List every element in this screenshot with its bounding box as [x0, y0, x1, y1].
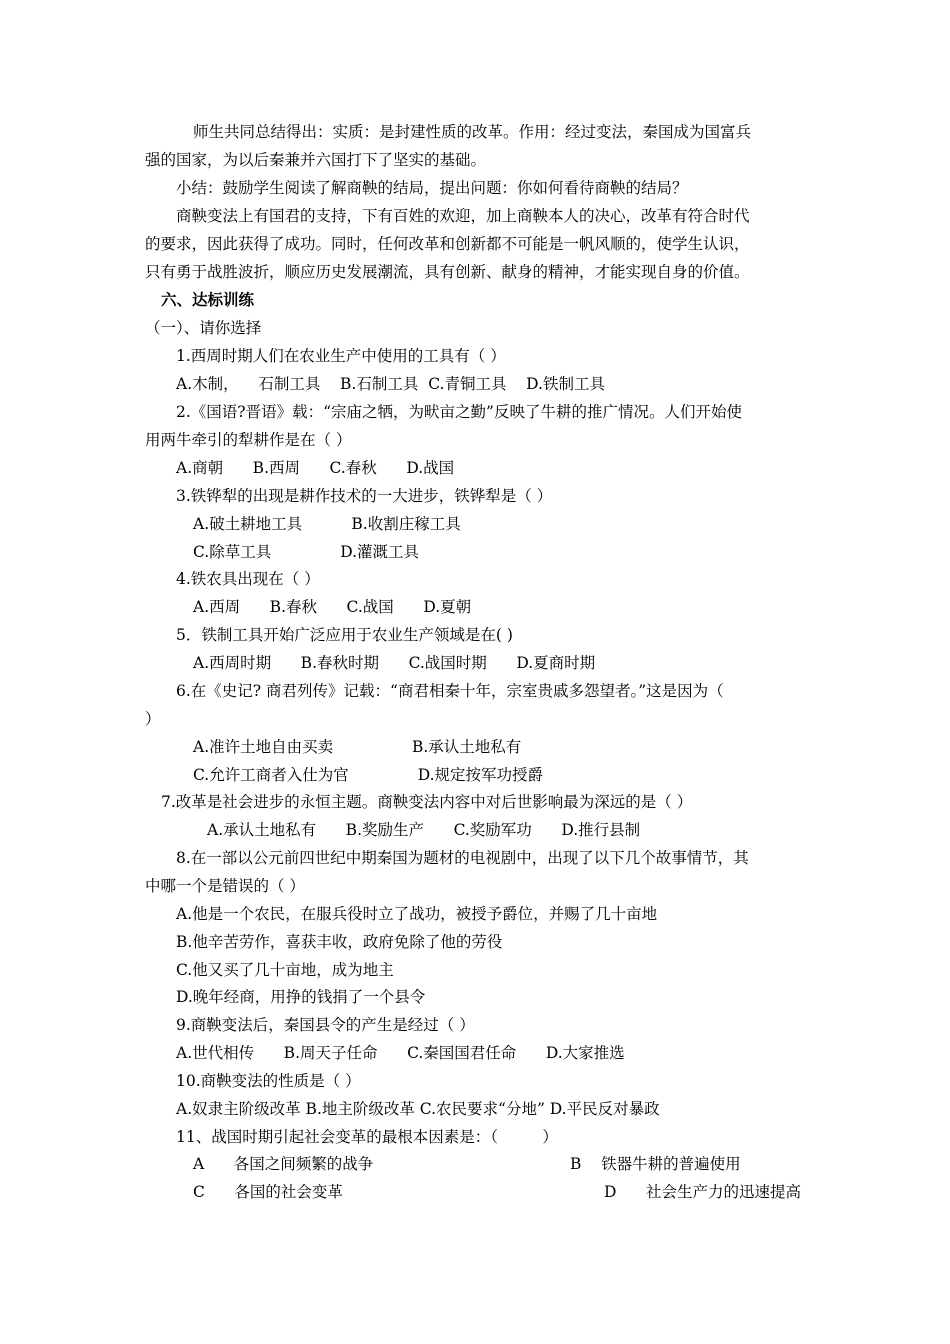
- question-3-options-row-2: C.除草工具 D.灌溉工具: [193, 543, 420, 561]
- question-8-line-2: 中哪一个是错误的（ ）: [145, 877, 305, 895]
- question-11: 11、战国时期引起社会变革的最根本因素是：（ ）: [176, 1128, 558, 1146]
- question-4: 4.铁农具出现在（ ）: [176, 570, 320, 588]
- question-8-option-a: A.他是一个农民，在服兵役时立了战功，被授予爵位，并赐了几十亩地: [176, 905, 658, 923]
- question-11-option-d: D 社会生产力的迅速提高: [604, 1183, 801, 1201]
- question-3-options-row-1: A.破土耕地工具 B.收割庄稼工具: [193, 515, 461, 533]
- question-11-option-b: B 铁器牛耕的普遍使用: [570, 1155, 741, 1173]
- summary-para-3-line-1: 商鞅变法上有国君的支持，下有百姓的欢迎，加上商鞅本人的决心，改革有符合时代: [176, 207, 750, 225]
- question-6-options-row-1: A.准许土地自由买卖 B.承认土地私有: [193, 738, 522, 756]
- question-1: 1.西周时期人们在农业生产中使用的工具有（ ）: [176, 347, 506, 365]
- question-11-option-a: A 各国之间频繁的战争: [193, 1155, 374, 1173]
- summary-para-1-line-2: 强的国家，为以后秦兼并六国打下了坚实的基础。: [145, 151, 487, 169]
- question-8-line-1: 8.在一部以公元前四世纪中期秦国为题材的电视剧中，出现了以下几个故事情节，其: [176, 849, 749, 867]
- question-2-line-1: 2.《国语?晋语》载：“宗庙之牺，为畎亩之勤”反映了牛耕的推广情况。人们开始使: [176, 403, 742, 421]
- question-5-options: A.西周时期 B.春秋时期 C.战国时期 D.夏商时期: [193, 654, 596, 672]
- question-10-options: A.奴隶主阶级改革 B.地主阶级改革 C.农民要求“分地” D.平民反对暴政: [176, 1100, 660, 1118]
- question-9-options: A.世代相传 B.周天子任命 C.秦国国君任命 D.大家推选: [176, 1044, 625, 1062]
- question-8-option-b: B.他辛苦劳作，喜获丰收，政府免除了他的劳役: [176, 933, 503, 951]
- question-9: 9.商鞅变法后，秦国县令的产生是经过（ ）: [176, 1016, 475, 1034]
- question-4-options: A.西周 B.春秋 C.战国 D.夏朝: [193, 598, 472, 616]
- summary-para-3-line-3: 只有勇于战胜波折，顺应历史发展潮流，具有创新、献身的精神，才能实现自身的价值。: [145, 263, 750, 281]
- section-heading: 六、达标训练: [161, 291, 255, 309]
- question-11-option-c: C 各国的社会变革: [193, 1183, 343, 1201]
- question-7-options: A.承认土地私有 B.奖励生产 C.奖励军功 D.推行县制: [207, 821, 641, 839]
- summary-para-3-line-2: 的要求，因此获得了成功。同时，任何改革和创新都不可能是一帆风顺的，使学生认识，: [145, 235, 750, 253]
- question-2-options: A.商朝 B.西周 C.春秋 D.战国: [176, 459, 455, 477]
- question-1-options: A.木制， 石制工具 B.石制工具 C.青铜工具 D.铁制工具: [176, 375, 605, 393]
- question-5: 5．铁制工具开始广泛应用于农业生产领域是在( ): [176, 626, 513, 644]
- section-subheading: （一）、请你选择: [145, 319, 262, 337]
- summary-para-2: 小结：鼓励学生阅读了解商鞅的结局，提出问题：你如何看待商鞅的结局？: [176, 179, 688, 197]
- question-10: 10.商鞅变法的性质是（ ）: [176, 1072, 361, 1090]
- question-2-line-2: 用两牛牵引的犁耕作是在（ ）: [145, 431, 352, 449]
- question-8-option-d: D.晚年经商，用挣的钱捐了一个县令: [176, 988, 426, 1006]
- question-3: 3.铁铧犁的出现是耕作技术的一大进步，铁铧犁是（ ）: [176, 487, 553, 505]
- question-6-line-1: 6.在《史记? 商君列传》记载：“商君相秦十年，宗室贵戚多怨望者。”这是因为（: [176, 682, 724, 700]
- question-6-options-row-2: C.允许工商者入仕为官 D.规定按军功授爵: [193, 766, 544, 784]
- summary-para-1-line-1: 师生共同总结得出：实质：是封建性质的改革。作用：经过变法，秦国成为国富兵: [193, 123, 752, 141]
- question-6-line-2: ）: [145, 710, 161, 728]
- question-8-option-c: C.他又买了几十亩地，成为地主: [176, 961, 394, 979]
- question-7: 7.改革是社会进步的永恒主题。商鞅变法内容中对后世影响最为深远的是（ ）: [161, 793, 693, 811]
